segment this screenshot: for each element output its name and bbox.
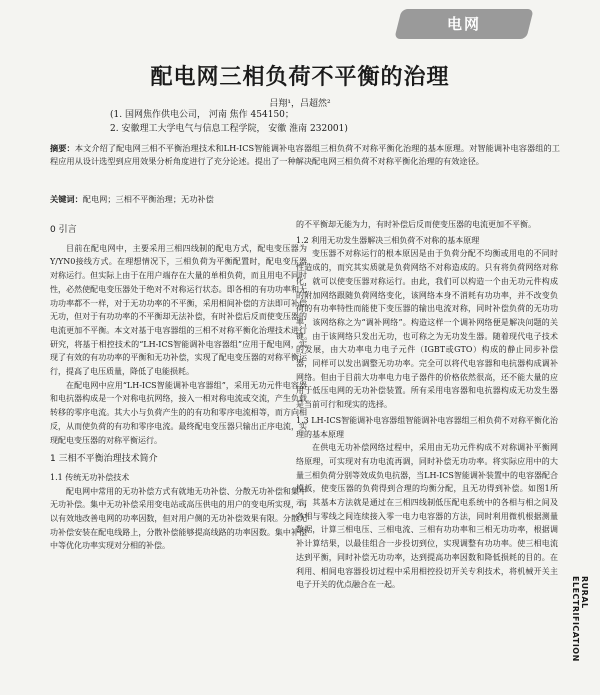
heading-1-3: 1.3 LH-ICS智能调补电容器组智能调补电容器组三相负荷不对称平衡化治理的基本原理 xyxy=(296,415,558,439)
keywords-text: 配电网；三相不平衡治理；无功补偿 xyxy=(82,194,214,204)
section-badge xyxy=(394,9,533,39)
left-column xyxy=(50,218,307,553)
heading-section-1: 1 三相不平衡治理技术简介 xyxy=(50,454,158,465)
journal-side-label: RURAL ELECTRIFICATION xyxy=(571,576,589,662)
heading-1-1: 1.1 传统无功补偿技术 xyxy=(50,472,130,482)
abstract-text: 本文介绍了配电网三相不平衡治理技术和LH-ICS智能调补电容器组三相负荷不对称平衡化治理的基本原理。对智能调补电容器组的工程应用从设计选型到应用效果分析角度进行了充分论述。提出了一种解决配电网三相负荷不对称平衡化治理的有效途径。 xyxy=(50,143,560,166)
affiliation-1: (1. 国网焦作供电公司， 河南 焦作 454150； xyxy=(110,110,294,120)
paragraph: 在供电无功补偿网络过程中，采用由无功元件构成不对称调补平衡网络原理，可实现对有功电流再调，同时补偿无功功率。将实际应用中的大量三相负荷分别等效成负电抗器，当LH-ICS智能调补装置中的电容器配合模板，使变压器的负荷得到合理的均衡分配，且无功得到补偿。如图1所示，其基本方法就是通过在三相四线制低压配电系统中的各相与相之间及各相与零线之间连续接入零一电力电容器的方法，同时利用微机根据测量数据，计算三相电压、三相电流、三相有功功率和三相无功功率，根据调补计算结果，以最佳组合一步投切到位，实现调整有功功率。使三相电流达到平衡，同时补偿无功功率，达到提高功率因数和降低损耗的目的。在利用、相间电容器投切过程中采用相控投切开关专利技术，将机械开关主电子开关的优点融合在一起。 xyxy=(296,443,558,590)
right-column xyxy=(296,218,558,592)
heading-1-2: 1.2 利用无功发生器解决三相负荷不对称的基本原理 xyxy=(296,235,480,245)
abstract-label: 摘要： xyxy=(50,143,75,153)
paragraph: 的不平衡却无能为力，有时补偿后反而使变压器的电流更加不平衡。 xyxy=(296,220,536,229)
paragraph: 在配电网中应用“LH-ICS智能调补电容器组”，采用无功元件电容器和电抗器构成是一个对称电抗网络，接入一相对称电流或交流，产生负载转移的零序电流。其大小与负荷产生的的有功和零序电流相等，而方向相反，从而使负荷的有功和零序电流。最终配电变压器只输出正序电流，实现配电变压器的对称平衡运行。 xyxy=(50,380,307,445)
article-title: 配电网三相负荷不平衡的治理 xyxy=(150,65,450,90)
section-badge-label: 电网 xyxy=(446,15,481,33)
affiliation-2: 2. 安徽理工大学电气与信息工程学院， 安徽 淮南 232001) xyxy=(110,124,348,134)
heading-introduction: 0 引言 xyxy=(50,225,77,235)
paragraph: 变压器不对称运行的根本原因是由于负荷分配不均衡或用电的不同时性造成的，而究其实质就是负荷网络不对称造成的。只有将负荷网络对称化，就可以使变压器对称运行。由此，我们可以构造一个由无功元件构成的附加网络跟随负荷网络变化，该网络本身不消耗有功功率，并不改变负荷的有功率特性而能使下变压器的输出电流对称，同时补偿负荷的无功功率，该网络称之为“调补网络”。构造这样一个调补网络便是解决问题的关键。由于该网络只发出无功，也可称之为无功发生器。随着现代电子技术的发展，由大功率电力电子元件（IGBT或GTO）构成的静止同步补偿器，同样可以发出调整无功功率。完全可以将代电容器和电抗器构成调补网络。但由于目前大功率电力电子器件的价格依然很高，还不能大量的应用于低压电网的无功补偿装置。所有采用电容器和电抗器构成无功发生器是当前可行和现实的选择。 xyxy=(296,249,558,410)
keywords xyxy=(50,194,560,205)
keywords-label: 关键词： xyxy=(50,194,83,204)
authors: 吕翔¹，吕超然² xyxy=(269,99,331,109)
paragraph: 目前在配电网中，主要采用三相四线制的配电方式，配电变压器为Y/YN0接线方式。在理想情况下，三相负荷为平衡配置时，配电变压器对称运行。但实际上由于在用户端存在大量的单相负荷，而且用电不同时性，必然使配电变压器处于绝对不对称运行状态。即各相的有功功率和无功功率都不一样，对于无功功率的不平衡，采用相间补偿的方法即可补偿无功，但对于有功功率的不平衡却无法补偿，有时补偿后反而使变压器的电流更加不平衡。本文对基于电容器组的三相不对称平衡化治理技术进行研究，将基于相控技术的“LH-ICS智能调补电容器组”应用于配电网，实现了有效的有功功率的平衡和无功补偿，实现了配电变压器的对称平衡运行，提高了电压质量，降低了电能损耗。 xyxy=(50,243,307,377)
abstract xyxy=(50,142,560,167)
paragraph: 配电网中常用的无功补偿方式有就地无功补偿、分散无功补偿和集中无功补偿。集中无功补偿采用变电站或高压供电的用户的变电所实现，可以有效地改善电网的功率因数，但对用户侧的无功补偿效果有限。分散无功补偿安装在配电线路上，分散补偿能够提高线路的功率因数。集中补偿中等优化功率实现对分相的补偿。 xyxy=(50,486,307,551)
